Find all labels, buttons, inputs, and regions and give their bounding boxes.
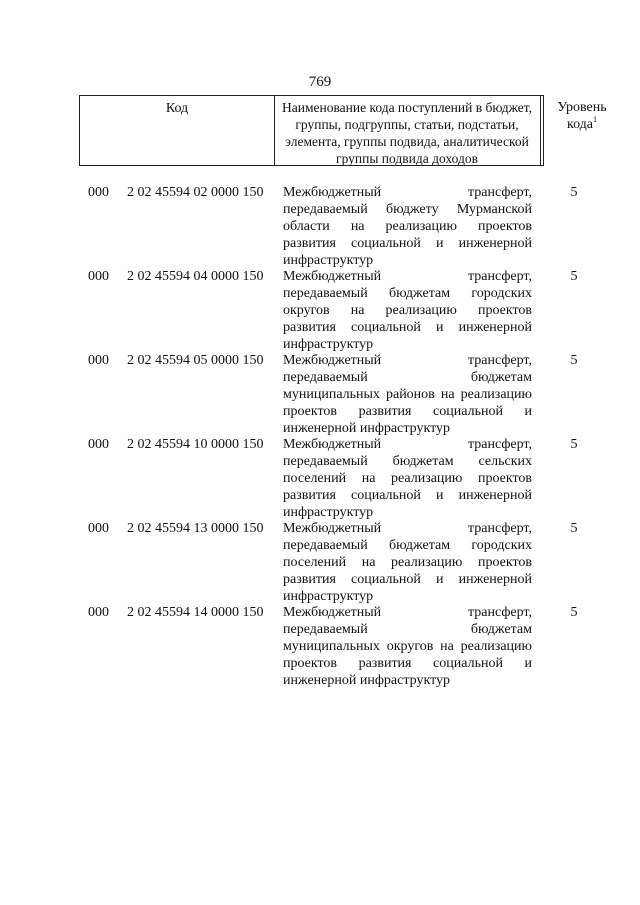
header-code: Код	[165, 101, 189, 116]
table-header	[79, 95, 607, 166]
admin-code: 000	[88, 605, 109, 620]
income-code: 2 02 45594 14 0000 150	[127, 605, 264, 620]
table-row	[0, 604, 640, 688]
code-level: 5	[570, 605, 578, 620]
admin-code: 000	[88, 185, 109, 200]
income-name: Межбюджетный трансферт, передаваемый бюджетам городских округов на реализацию проектов развития социальной и инженерной инфраструктур	[283, 269, 532, 352]
header-level-footnote: 1	[593, 115, 598, 124]
income-code: 2 02 45594 04 0000 150	[127, 269, 264, 284]
code-level: 5	[570, 185, 578, 200]
income-code: 2 02 45594 10 0000 150	[127, 437, 264, 452]
header-divider	[274, 96, 275, 165]
income-name: Межбюджетный трансферт, передаваемый бюджетам сельских поселений на реализацию проектов развития социальной и инженерной инфраструктур	[283, 437, 532, 520]
table-row	[0, 436, 640, 520]
code-level: 5	[570, 353, 578, 368]
admin-code: 000	[88, 437, 109, 452]
income-name: Межбюджетный трансферт, передаваемый бюджетам муниципальных округов на реализацию проектов развития социальной и инженерной инфраструктур	[283, 605, 532, 688]
header-level	[542, 99, 622, 133]
income-name: Межбюджетный трансферт, передаваемый бюджетам муниципальных районов на реализацию проектов развития социальной и инженерной инфраструктур	[283, 353, 532, 436]
table-row	[0, 520, 640, 604]
admin-code: 000	[88, 521, 109, 536]
header-level-label: Уровень кода	[557, 100, 607, 132]
table-row	[0, 184, 640, 268]
code-level: 5	[570, 521, 578, 536]
income-code: 2 02 45594 13 0000 150	[127, 521, 264, 536]
header-divider	[540, 96, 541, 165]
code-level: 5	[570, 437, 578, 452]
admin-code: 000	[88, 353, 109, 368]
table-row	[0, 268, 640, 352]
header-name: Наименование кода поступлений в бюджет, группы, подгруппы, статьи, подстатьи, элемента, группы подвида, аналитической группы подвида доходов	[281, 100, 532, 166]
page-number: 769	[308, 74, 332, 90]
income-code: 2 02 45594 05 0000 150	[127, 353, 264, 368]
income-code: 2 02 45594 02 0000 150	[127, 185, 264, 200]
code-level: 5	[570, 269, 578, 284]
table-body	[0, 184, 640, 688]
admin-code: 000	[88, 269, 109, 284]
income-name: Межбюджетный трансферт, передаваемый бюджету Мурманской области на реализацию проектов развития социальной и инженерной инфраструктур	[283, 185, 532, 268]
table-row	[0, 352, 640, 436]
income-name: Межбюджетный трансферт, передаваемый бюджетам городских поселений на реализацию проектов развития социальной и инженерной инфраструктур	[283, 521, 532, 604]
